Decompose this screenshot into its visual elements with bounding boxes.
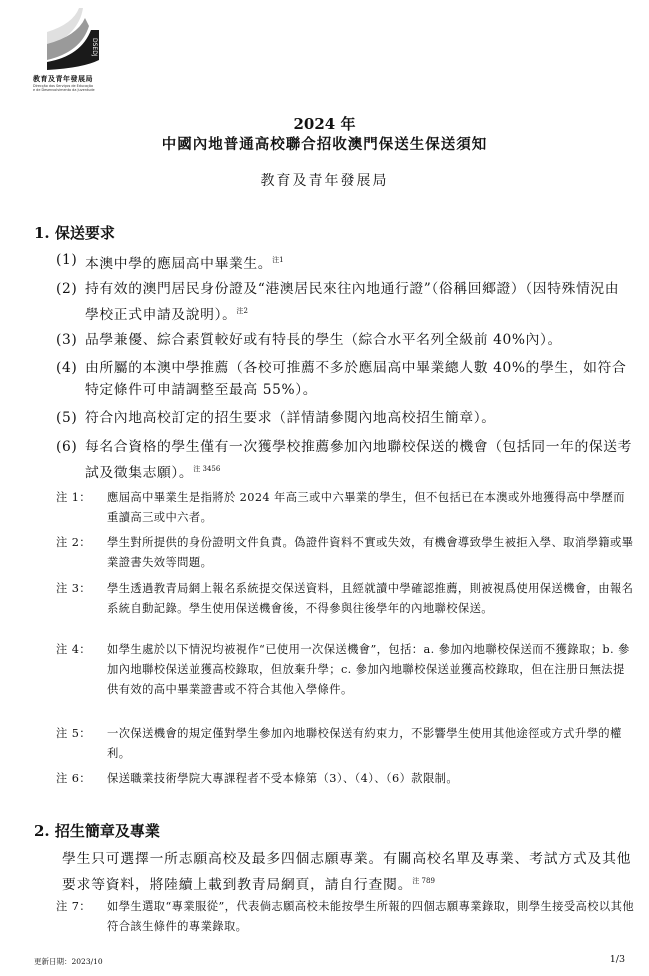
section-2-paragraph [62,848,636,896]
footnote-text: 如學生處於以下情況均被視作“已使用一次保送機會”，包括：a. 參加內地聯校保送而不獲錄取；b. 參加內地聯校保送並獲高校錄取，但放棄升學；c. 參加內地聯校保送並獲高校錄取，但在注册日無法提供有效的高中畢業證書或不符合其他入學條件。 [107,643,630,696]
footnote-text: 如學生選取“專業服從”，代表倘志願高校未能按學生所報的四個志願專業錄取，則學生接受高校以其他符合該生條件的專業錄取。 [107,900,635,933]
footnote-label: 注 4： [56,643,91,656]
item-text: 持有效的澳門居民身份證及“港澳居民來往內地通行證”（俗稱回鄉證）（因特殊情況由學校正式申請及說明）。 [85,281,620,323]
item-text: 品學兼優、綜合素質較好或有特長的學生（綜合水平名列全級前 40%內）。 [85,332,562,348]
footnote-label: 注 7： [56,900,91,913]
footnote-text: 保送職業技術學院大專課程者不受本條第（3）、（4）、（6）款限制。 [107,772,459,785]
footnote-ref: 注 3456 [193,465,221,473]
footnote-text: 學生對所提供的身份證明文件負責。偽證件資料不實或失效，有機會導致學生被拒入學、取消學籍或畢業證書失效等問題。 [107,536,634,569]
footnote [56,533,636,573]
logo-chinese-name: 教育及青年發展局 [33,75,93,83]
requirement-item [56,407,636,429]
footnote [56,488,636,528]
document-year: 2024 年 [293,115,356,133]
item-number: (6) [56,439,78,455]
item-number: (1) [56,252,78,268]
footnote-text: 學生透過教青局網上報名系統提交保送資料，且經就讀中學確認推薦，則被視爲使用保送機會，由報名系統自動記錄。學生使用保送機會後，不得參與往後學年的內地聯校保送。 [107,582,634,615]
footnote [56,897,636,937]
footnote-text: 一次保送機會的規定僅對學生參加內地聯校保送有約束力，不影響學生使用其他途徑或方式升學的權利。 [107,727,622,760]
dsedj-logo [33,4,105,92]
footnote-label: 注 2： [56,536,91,549]
update-date: 更新日期：2023/10 [34,957,103,966]
footnote-ref: 注1 [272,256,284,264]
footnote [56,640,636,700]
department-name: 教育及青年發展局 [260,173,389,189]
requirement-item [56,436,636,484]
item-text: 符合內地高校訂定的招生要求（詳情請參閱內地高校招生簡章）。 [85,410,496,426]
requirement-item [56,278,630,326]
footnote [56,724,636,764]
footnote-label: 注 1： [56,491,91,504]
page-number: 1/3 [609,954,625,965]
requirement-item [56,357,636,401]
item-text: 本澳中學的應屆高中畢業生。 [85,256,273,272]
item-text: 每名合資格的學生僅有一次獲學校推薦參加內地聯校保送的機會（包括同一年的保送考試及徵集志願）。 [85,439,633,481]
item-number: (3) [56,332,78,348]
item-text: 由所屬的本澳中學推薦（各校可推薦不多於應屆高中畢業總人數 40%的學生，如符合特定條件可申請調整至最高 55%）。 [85,360,627,398]
svg-text:DSEDJ: DSEDJ [91,38,98,57]
logo-portuguese-name-line1: Direcção dos Serviços de Educação [33,84,94,88]
footnote-label: 注 3： [56,582,91,595]
footnote-ref: 注 789 [412,877,435,885]
requirement-item [56,329,636,351]
requirement-item [56,249,636,275]
footnote-text: 應屆高中畢業生是指將於 2024 年高三或中六畢業的學生，但不包括已在本澳或外地獲得高中學歷而重讀高三或中六者。 [107,491,625,524]
logo-portuguese-name-line2: e de Desenvolvimento da Juventude [33,88,95,92]
logo-graphic [33,4,105,74]
footnote-ref: 注2 [236,307,248,315]
paragraph-text: 學生只可選擇一所志願高校及最多四個志願專業。有關高校名單及專業、考試方式及其他要求等資料，將陸續上載到教青局網頁，請自行查閱。 [62,851,632,893]
section-2-heading: 2. 招生簡章及專業 [34,822,160,840]
item-number: (5) [56,410,78,426]
item-number: (4) [56,360,78,376]
footnote-label: 注 6： [56,772,91,785]
item-number: (2) [56,281,78,297]
footnote-label: 注 5： [56,727,91,740]
section-1-heading: 1. 保送要求 [34,224,115,242]
footnote [56,579,636,619]
footnote [56,769,636,789]
document-title: 中國內地普通高校聯合招收澳門保送生保送須知 [161,136,488,153]
